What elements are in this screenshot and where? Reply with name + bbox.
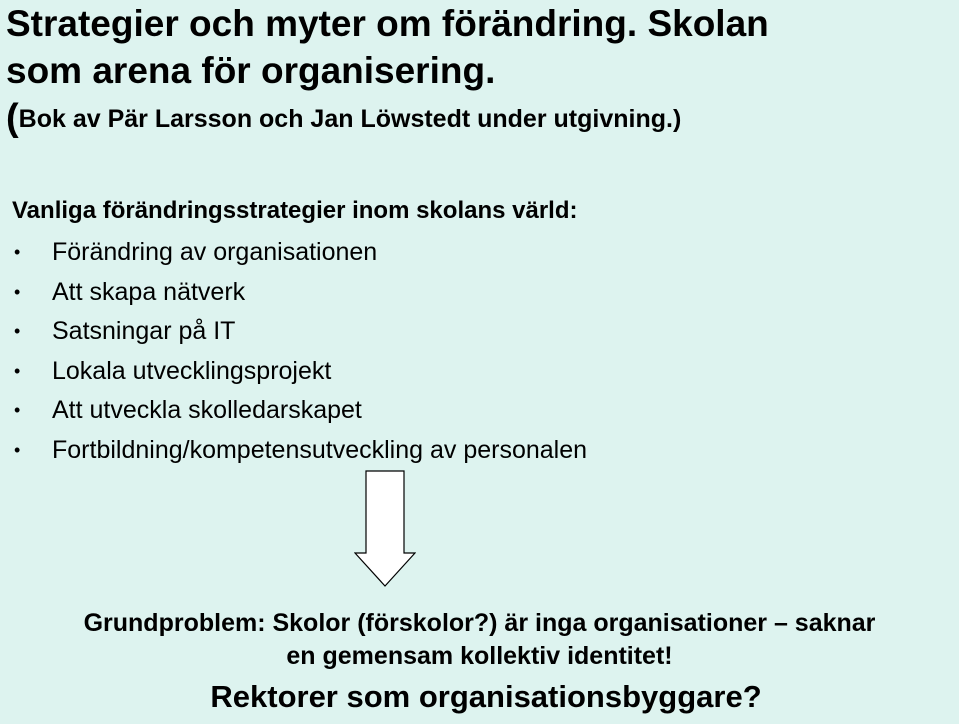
bullet-icon: • [14,321,21,342]
slide-title-line-1: Strategier och myter om förändring. Skolan [6,3,769,44]
core-problem-line-2: en gemensam kollektiv identitet! [286,642,673,670]
book-reference [6,93,681,144]
book-reference-close-paren: ) [672,105,682,133]
strategy-item-text: Förändring av organisationen [52,238,378,266]
bullet-icon: • [14,242,21,262]
strategy-item-text: Lokala utvecklingsprojekt [52,356,332,385]
bullet-icon: • [14,439,21,460]
core-problem-statement [0,607,959,673]
slide-title-line-2: som arena för organisering. [6,50,496,91]
core-problem-line-1: Grundproblem: Skolor (förskolor?) är inga organisationer – saknar [83,609,876,637]
closing-question: Rektorer som organisationsbyggare? [210,679,762,714]
strategy-item-text: Satsningar på IT [52,317,236,346]
strategy-item-text: Fortbildning/kompetensutveckling av personalen [52,435,588,464]
slide-title [6,0,956,94]
bullet-icon: • [14,360,21,381]
strategy-item-text: Att skapa nätverk [52,277,246,306]
bullet-icon: • [14,281,21,302]
book-reference-text: Bok av Pär Larsson och Jan Löwstedt under utgivning. [18,105,673,133]
strategies-heading: Vanliga förändringsstrategier inom skolans värld: [12,197,578,224]
book-reference-open-paren: ( [6,97,19,139]
down-arrow-icon [354,470,416,588]
bullet-icon: • [14,400,21,421]
strategy-item-text: Att utveckla skolledarskapet [52,396,362,425]
